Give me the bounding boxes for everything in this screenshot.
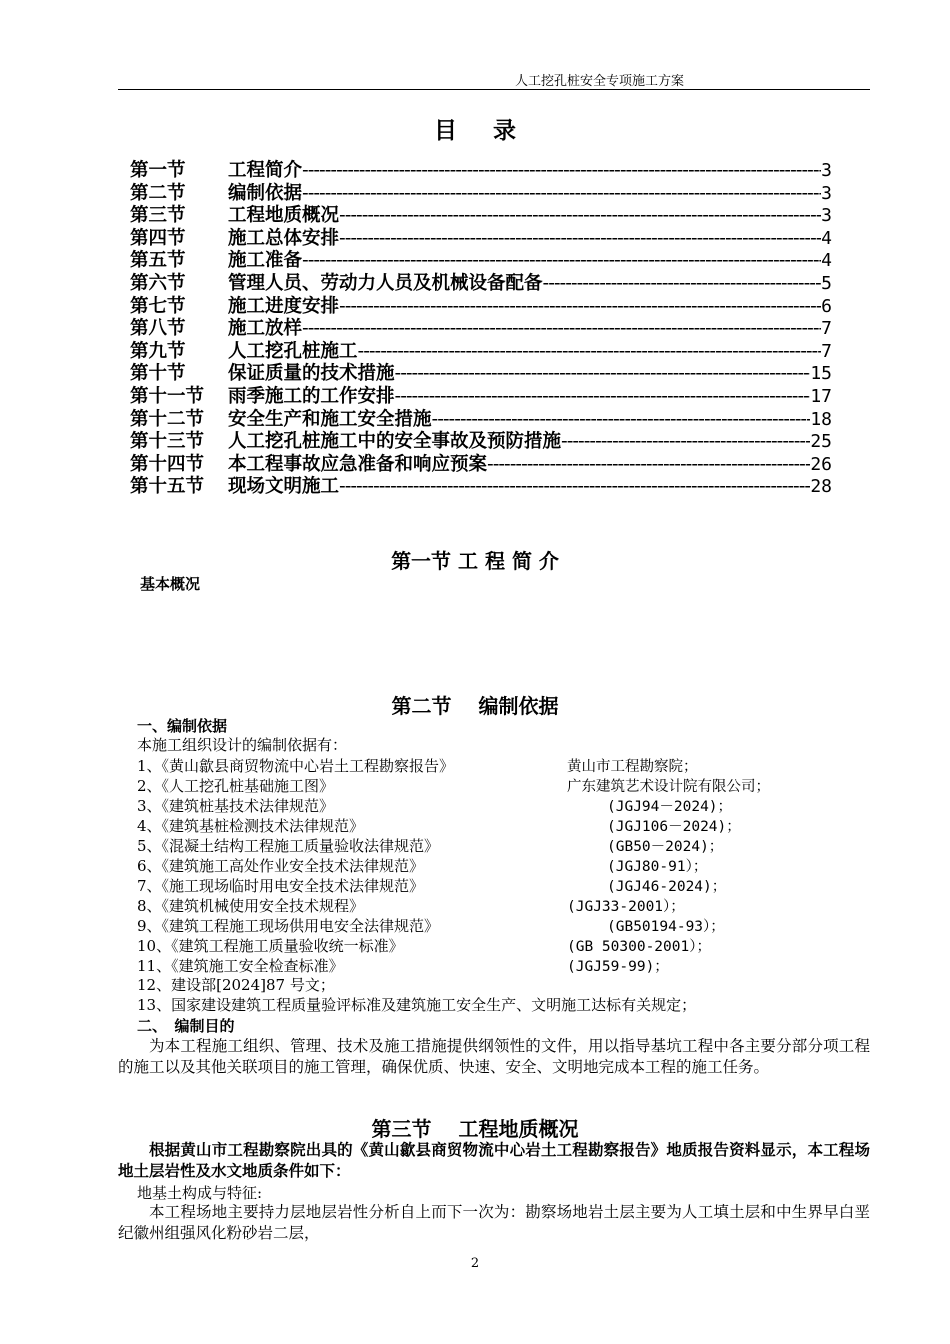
- toc-page-number: 25: [810, 431, 832, 450]
- toc-leader: [358, 341, 822, 360]
- toc-section-name: 安全生产和施工安全措施: [228, 408, 432, 428]
- toc-entry[interactable]: [130, 246, 832, 269]
- reference-name: 10、《建筑工程施工质量验收统一标准》: [137, 937, 404, 955]
- toc-leader: [432, 409, 811, 428]
- toc-section-name: 编制依据: [228, 182, 303, 202]
- toc-entry[interactable]: [130, 472, 832, 495]
- toc-page-number: 5: [821, 272, 832, 292]
- reference-item: [137, 935, 857, 955]
- reference-name: 1、《黄山歙县商贸物流中心岩土工程勘察报告》: [137, 757, 455, 775]
- toc-section-name: 施工进度安排: [228, 295, 340, 315]
- toc-leader: [395, 386, 811, 405]
- toc-section-number: 第九节: [130, 340, 186, 360]
- toc-leader: [339, 476, 810, 495]
- toc-section-name: 本工程事故应急准备和响应预案: [228, 453, 488, 473]
- toc-page-number: 6: [821, 295, 832, 315]
- reference-code: (JGJ59-99)；: [567, 959, 669, 975]
- reference-code: 广东建筑艺术设计院有限公司；: [567, 779, 770, 795]
- toc-section-name: 施工放样: [228, 318, 303, 337]
- toc-section-name: 施工总体安排: [228, 227, 340, 247]
- toc-section-name: 保证质量的技术措施: [228, 363, 395, 382]
- toc-section-number: 第十二节: [130, 408, 205, 428]
- page-number: 2: [470, 1256, 480, 1271]
- toc-page-number: 28: [810, 476, 832, 495]
- toc-section-number: 第十一节: [130, 385, 205, 405]
- section3-heading: 第三节 工程地质概况: [371, 1117, 579, 1141]
- section3-subheading: 地基土构成与特征:: [137, 1184, 263, 1202]
- reference-code: (GB50－2024)；: [607, 839, 724, 855]
- toc-section-number: 第十节: [130, 363, 186, 382]
- reference-item: [137, 915, 857, 935]
- reference-code: (GB50194-93）；: [607, 919, 725, 935]
- toc-section-name: 人工挖孔桩施工: [228, 340, 358, 360]
- toc-page-number: 3: [821, 160, 832, 179]
- reference-name: 2、《人工挖孔桩基础施工图》: [137, 777, 335, 795]
- section1-subtitle: 基本概况: [140, 575, 201, 593]
- reference-code: 黄山市工程勘察院；: [567, 759, 698, 775]
- toc-leader: [561, 431, 810, 450]
- toc-leader: [543, 273, 822, 292]
- toc-entry[interactable]: [130, 382, 832, 405]
- toc-section-number: 第四节: [130, 227, 186, 247]
- reference-item: [137, 875, 857, 895]
- toc-section-name: 工程简介: [228, 160, 303, 179]
- reference-code: (JGJ80-91）；: [607, 859, 708, 875]
- toc-title: 目录: [434, 118, 552, 144]
- section1-heading: 第一节 工 程 简 介: [391, 549, 559, 573]
- toc-entry[interactable]: [130, 224, 832, 247]
- toc-section-name: 人工挖孔桩施工中的安全事故及预防措施: [228, 431, 562, 450]
- toc-entry[interactable]: [130, 427, 832, 450]
- reference-item: [137, 755, 857, 775]
- reference-name: 11、《建筑施工安全检查标准》: [137, 957, 344, 975]
- toc-entry[interactable]: [130, 201, 832, 224]
- section3-lead-paragraph: 根据黄山市工程勘察院出具的《黄山歙县商贸物流中心岩土工程勘察报告》地质报告资料显示，本工程场地土层岩性及水文地质条件如下：: [118, 1141, 870, 1180]
- toc-entry[interactable]: [130, 179, 832, 202]
- toc-section-name: 施工准备: [228, 250, 303, 269]
- toc-section-number: 第二节: [130, 182, 186, 202]
- toc-page-number: 15: [810, 363, 832, 382]
- toc-entry[interactable]: [130, 156, 832, 179]
- toc-section-number: 第十四节: [130, 453, 205, 473]
- reference-name: 5、《混凝土结构工程施工质量验收法律规范》: [137, 837, 440, 855]
- toc-section-number: 第三节: [130, 205, 186, 224]
- reference-item-13: 13、国家建设建筑工程质量验评标准及建筑施工安全生产、文明施工达标有关规定；: [137, 996, 697, 1014]
- toc-section-number: 第一节: [130, 160, 186, 179]
- purpose-paragraph: 为本工程施工组织、管理、技术及施工措施提供纲领性的文件，用以指导基坑工程中各主要分部分项工程的施工以及其他关联项目的施工管理，确保优质、快速、安全、文明地完成本工程的施工任务。: [118, 1037, 870, 1076]
- toc-leader: [395, 363, 811, 382]
- toc-page-number: 4: [821, 250, 832, 269]
- toc-section-number: 第六节: [130, 272, 186, 292]
- toc-page-number: 17: [810, 385, 832, 405]
- reference-item: [137, 795, 857, 815]
- toc-leader: [339, 205, 821, 224]
- toc-section-name: 管理人员、劳动力人员及机械设备配备: [228, 272, 543, 292]
- reference-item: [137, 855, 857, 875]
- table-of-contents: [130, 156, 832, 495]
- toc-entry[interactable]: [130, 269, 832, 292]
- section2-heading: 第二节 编制依据: [391, 694, 559, 718]
- reference-name: 4、《建筑基桩检测技术法律规范》: [137, 817, 365, 835]
- toc-page-number: 3: [821, 182, 832, 202]
- toc-section-number: 第八节: [130, 318, 186, 337]
- toc-section-number: 第十五节: [130, 476, 205, 495]
- reference-name: 8、《建筑机械使用安全技术规程》: [137, 897, 365, 915]
- toc-section-number: 第十三节: [130, 431, 205, 450]
- toc-section-name: 工程地质概况: [228, 205, 340, 224]
- toc-leader: [339, 228, 821, 247]
- reference-name: 3、《建筑桩基技术法律规范》: [137, 797, 335, 815]
- section2-subheading-purpose: 二、 编制目的: [137, 1017, 235, 1035]
- toc-entry[interactable]: [130, 359, 832, 382]
- toc-entry[interactable]: [130, 405, 832, 428]
- toc-page-number: 26: [810, 453, 832, 473]
- reference-item: [137, 775, 857, 795]
- reference-name: 6、《建筑施工高处作业安全技术法律规范》: [137, 857, 425, 875]
- reference-name: 9、《建筑工程施工现场供用电安全法律规范》: [137, 917, 440, 935]
- reference-item: [137, 955, 857, 975]
- toc-leader: [302, 318, 821, 337]
- toc-entry[interactable]: [130, 450, 832, 473]
- section3-body-paragraph: 本工程场地主要持力层地层岩性分析自上而下一次为：勘察场地岩土层主要为人工填土层和中生界早白垩纪徽州组强风化粉砂岩二层，: [118, 1203, 870, 1242]
- reference-item: [137, 815, 857, 835]
- toc-section-number: 第五节: [130, 250, 186, 269]
- toc-leader: [302, 250, 821, 269]
- header-rule: [118, 89, 870, 90]
- toc-page-number: 3: [821, 205, 832, 224]
- reference-code: (JGJ33-2001）；: [567, 899, 685, 915]
- reference-code: (GB 50300-2001）；: [567, 939, 711, 955]
- toc-entry[interactable]: [130, 314, 832, 337]
- toc-section-name: 雨季施工的工作安排: [228, 385, 395, 405]
- toc-section-number: 第七节: [130, 295, 186, 315]
- reference-item: [137, 895, 857, 915]
- toc-entry[interactable]: [130, 337, 832, 360]
- reference-item: [137, 835, 857, 855]
- toc-page-number: 18: [810, 408, 832, 428]
- reference-code: (JGJ106－2024)；: [607, 819, 741, 835]
- toc-leader: [487, 454, 810, 473]
- reference-name: 7、《施工现场临时用电安全技术法律规范》: [137, 877, 425, 895]
- reference-item-12: 12、建设部[2024]87 号文；: [137, 976, 335, 994]
- running-header: 人工挖孔桩安全专项施工方案: [515, 74, 685, 89]
- toc-page-number: 4: [821, 227, 832, 247]
- toc-leader: [339, 296, 821, 315]
- toc-leader: [302, 160, 821, 179]
- toc-leader: [302, 183, 821, 202]
- toc-page-number: 7: [821, 340, 832, 360]
- toc-section-name: 现场文明施工: [228, 476, 340, 495]
- reference-code: (JGJ46-2024)；: [607, 879, 727, 895]
- reference-code: (JGJ94－2024)；: [607, 799, 733, 815]
- section2-intro: 本施工组织设计的编制依据有：: [137, 736, 348, 754]
- section2-subheading-basis: 一、编制依据: [137, 717, 228, 735]
- toc-page-number: 7: [821, 318, 832, 337]
- toc-entry[interactable]: [130, 292, 832, 315]
